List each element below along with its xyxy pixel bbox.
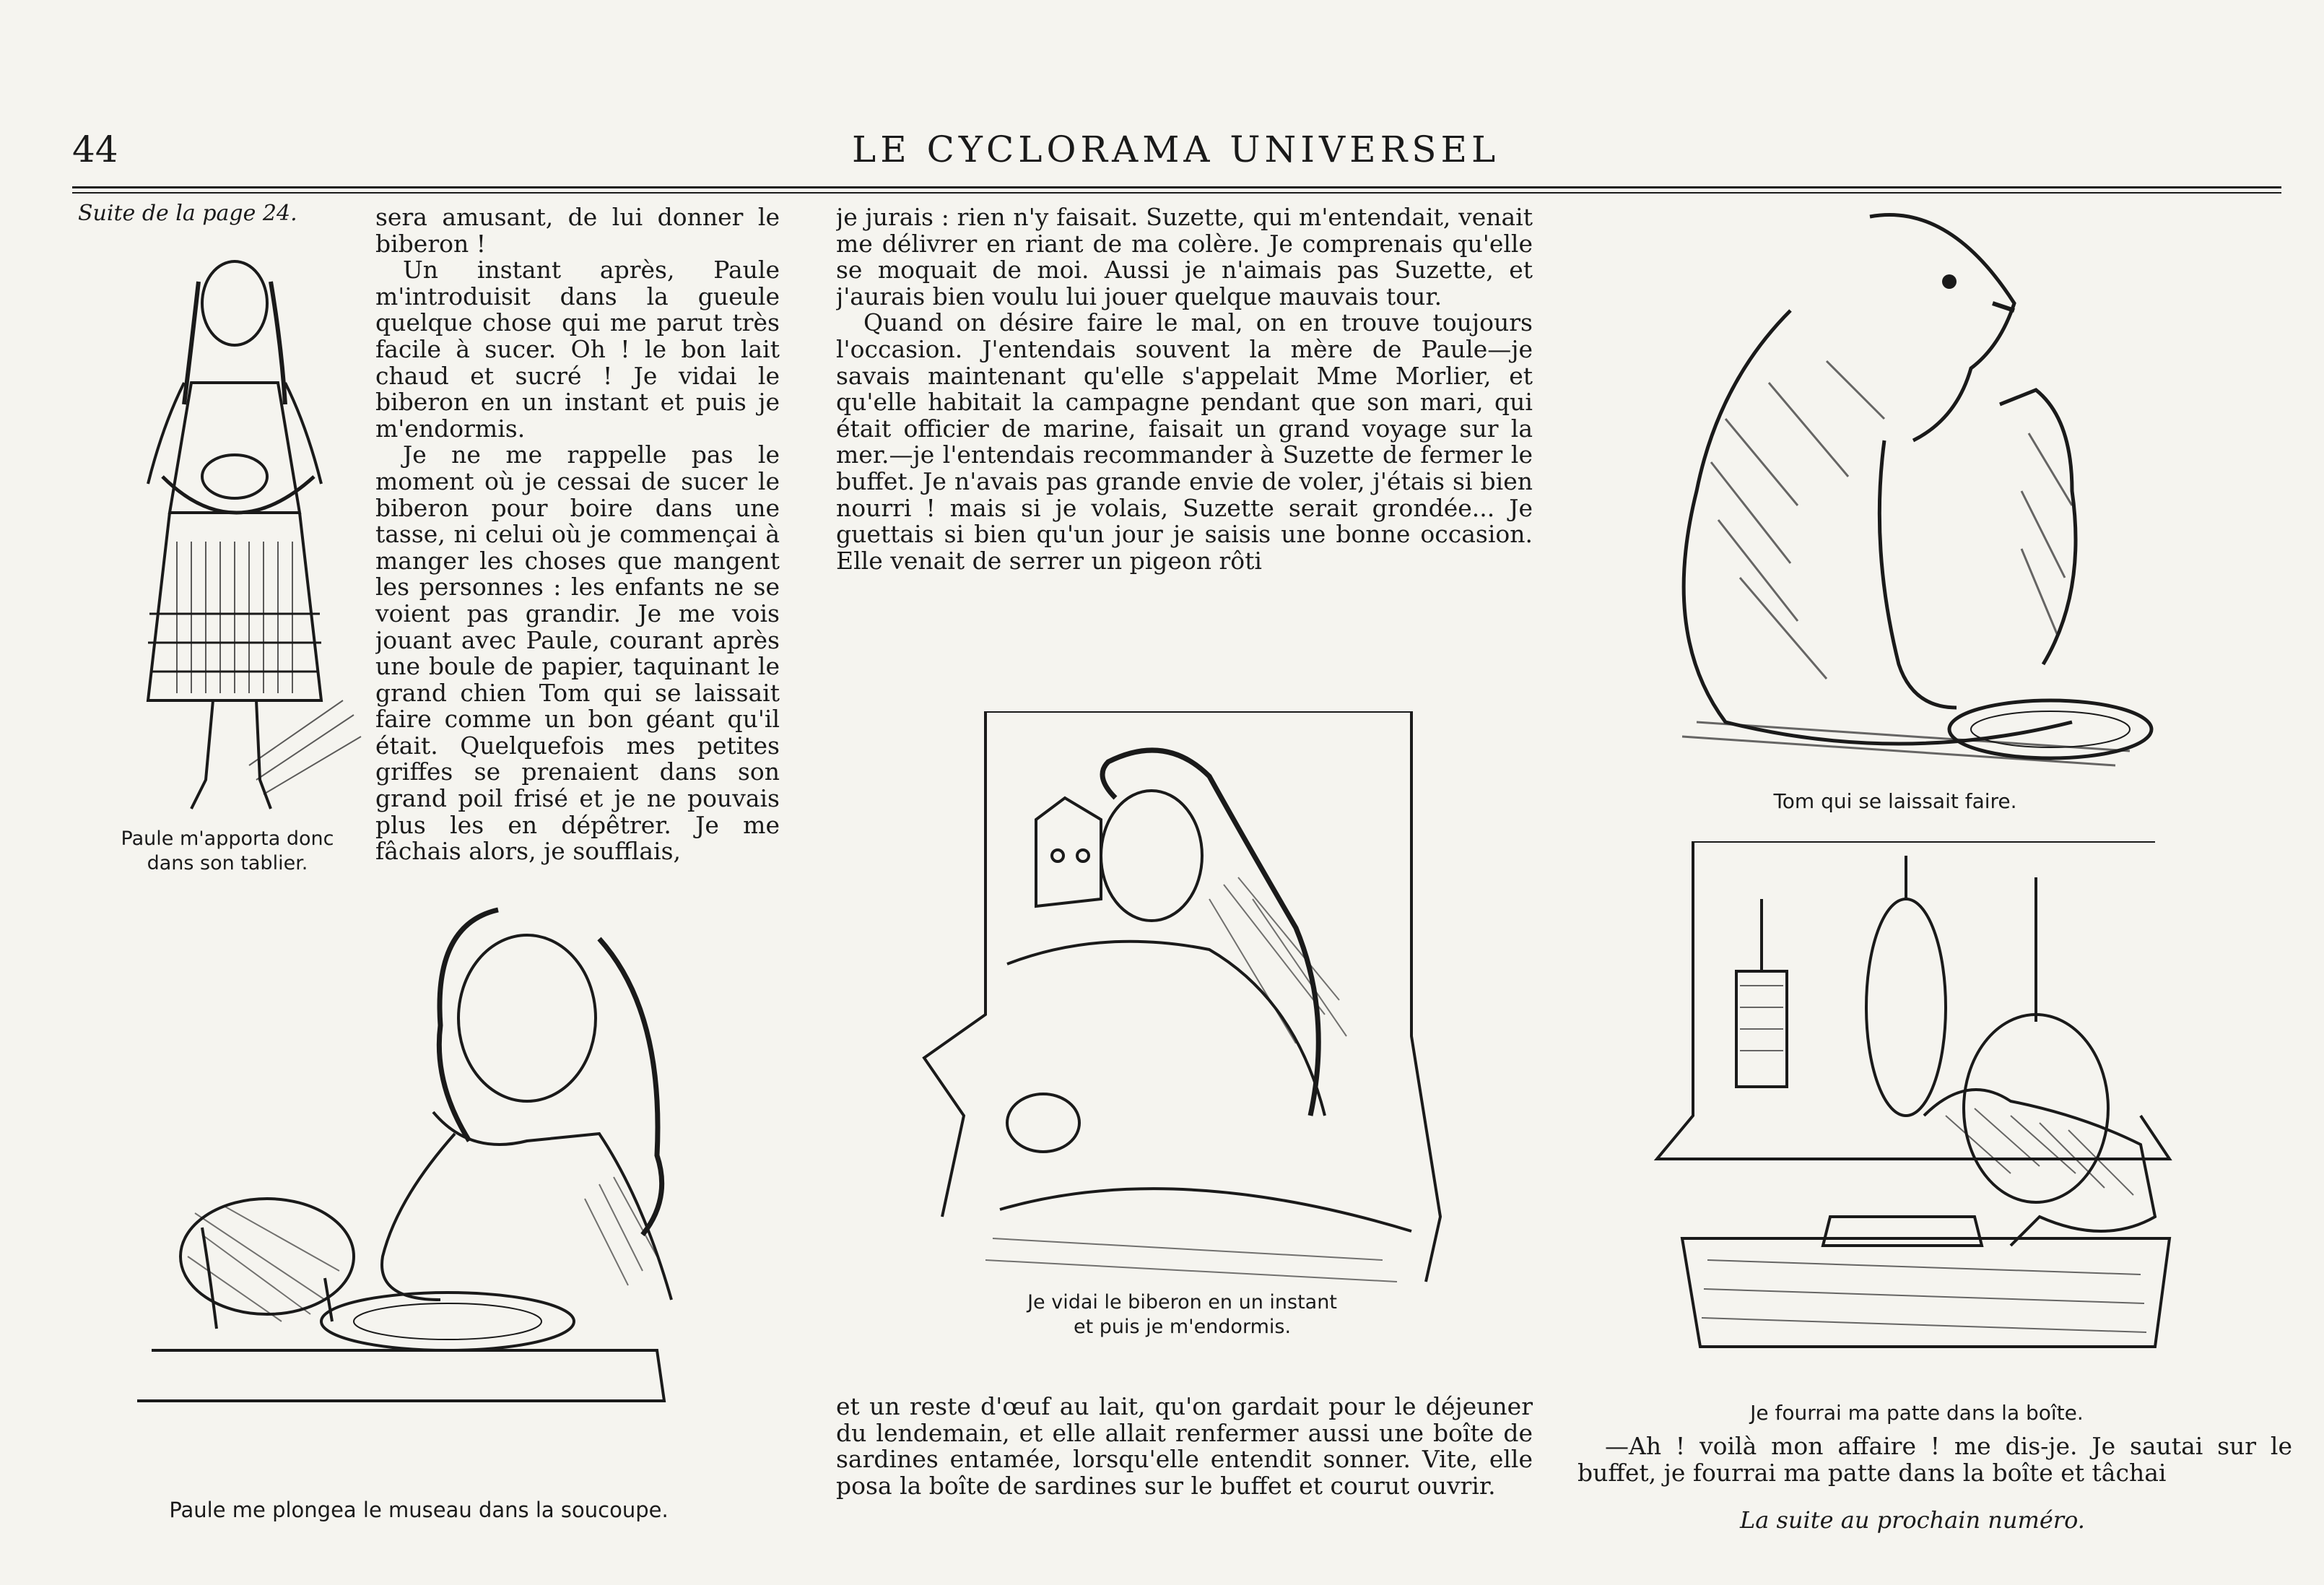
illustration-cat-sardine-box [1635, 841, 2198, 1361]
caption-line: Paule m'apporta donc [121, 828, 334, 850]
column-2-text [375, 204, 780, 876]
illustration-dog-tom-and-cat [1610, 202, 2180, 773]
paragraph: sera amusant, de lui donner le biberon ! [375, 204, 780, 258]
column-3-text-top [836, 204, 1533, 609]
illustration-girl-with-apron [105, 238, 365, 823]
paragraph: et un reste d'œuf au lait, qu'on gardait pour le déjeuner du lendemain, et elle allait renfermer aussi une boîte de sardines entamée, lorsqu'elle entendit sonner. Vite, elle posa la boîte de sardines sur le buffet et courut ouvrir. [836, 1394, 1533, 1500]
page-number: 44 [72, 129, 118, 170]
caption-paule-soucoupe: Paule me plongea le museau dans la soucoupe. [169, 1498, 669, 1522]
illustration-girl-holding-kitten [921, 711, 1444, 1285]
header-rule-top [72, 186, 2281, 188]
continued-from-note: Suite de la page 24. [78, 201, 297, 226]
illustration-girl-feeding-cat [94, 895, 744, 1473]
paragraph: —Ah ! voilà mon affaire ! me dis-je. Je sautai sur le buffet, je fourrai ma patte dans la boîte et tâchai [1577, 1433, 2292, 1487]
caption-line: et puis je m'endormis. [1073, 1316, 1292, 1338]
paragraph: Un instant après, Paule m'introduisit dans la gueule quelque chose qui me parut très facile à sucer. Oh ! le bon lait chaud et sucré ! Je vidai le biberon en un instant et puis je m'endormis. [375, 256, 780, 443]
column-4-text-bottom [1577, 1433, 2292, 1491]
caption-paule-apron [72, 827, 383, 876]
caption-line: Je vidai le biberon en un instant [1027, 1291, 1337, 1313]
header-rule-bottom [72, 192, 2281, 194]
caption-line: dans son tablier. [147, 852, 308, 874]
page-title: LE CYCLORAMA UNIVERSEL [852, 129, 1500, 170]
caption-biberon [921, 1290, 1444, 1339]
column-3-text-bottom [836, 1394, 1533, 1524]
paragraph: Je ne me rappelle pas le moment où je cessai de sucer le biberon pour boire dans une tasse, ni celui où je commençai à manger les choses que mangent les personnes : les enfants ne se voient pas grandir. Je me vois jouant avec Paule, courant après une boule de papier, taquinant le grand chien Tom qui se laissait faire comme un bon géant qu'il était. Quelquefois mes petites griffes se prenaient dans son grand poil frisé et je ne pouvais plus les en dépêtrer. Je me fâchais alors, je soufflais, [375, 440, 780, 866]
to-be-continued: La suite au prochain numéro. [1740, 1506, 2085, 1534]
caption-boite: Je fourrai ma patte dans la boîte. [1750, 1401, 2084, 1425]
paragraph: Quand on désire faire le mal, on en trouve toujours l'occasion. J'entendais souvent la mère de Paule—je savais maintenant qu'elle s'appelait Mme Morlier, et qu'elle habitait la campagne pendant que son mari, qui était officier de marine, faisait un grand voyage sur la mer.—je l'entendais recommander à Suzette de fermer le buffet. Je n'avais pas grande envie de voler, j'étais si bien nourri ! mais si je volais, Suzette serait grondée... Je guettais si bien qu'un jour je saisis une bonne occasion. Elle venait de serrer un pigeon rôti [836, 308, 1533, 575]
caption-tom: Tom qui se laissait faire. [1773, 789, 2017, 813]
paragraph: je jurais : rien n'y faisait. Suzette, qui m'entendait, venait me délivrer en riant de ma colère. Je comprenais qu'elle se moquait de moi. Aussi je n'aimais pas Suzette, et j'aurais bien voulu lui jouer quelque mauvais tour. [836, 204, 1533, 311]
